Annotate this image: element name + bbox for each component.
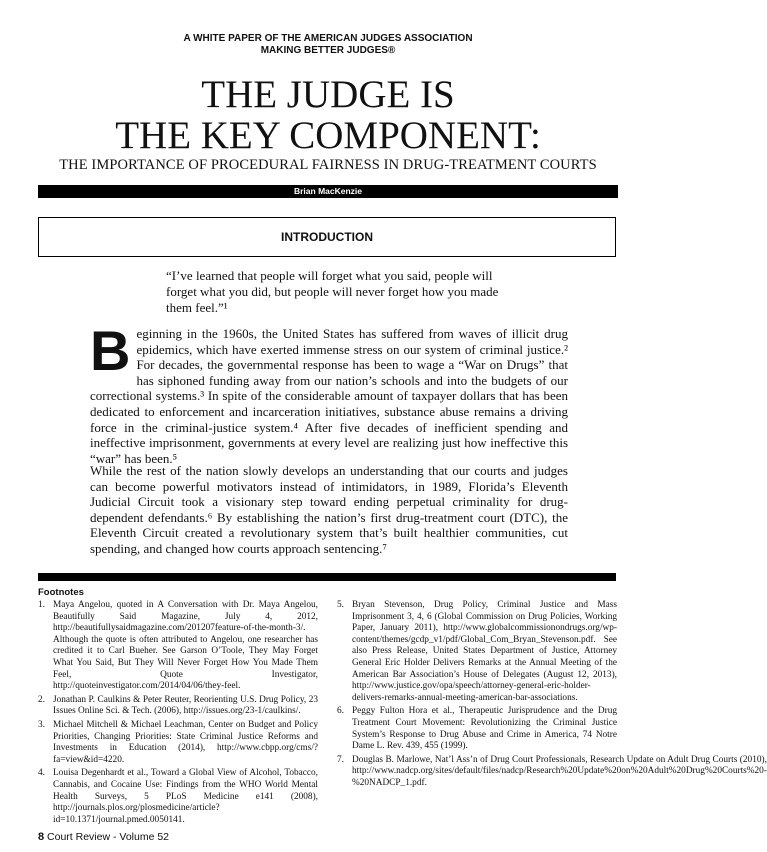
footnote-item <box>337 600 617 704</box>
footnote-text: Jonathan P. Caulkins & Peter Reuter, Reorienting U.S. Drug Policy, 23 Issues Online Sci. & Tech. (2006), http://issues.org/23-1/caulkins/. <box>53 694 318 717</box>
footnote-number: 1. <box>38 600 45 610</box>
footnotes-divider <box>38 573 616 581</box>
footnote-text: Bryan Stevenson, Drug Policy, Criminal Justice and Mass Imprisonment 3, 4, 6 (Global Commission on Drug Policies, Working Paper, January 2011), http://www.globalcommissionondrugs.org/wp-content/themes/gcdp_v1/pdf/Global_Com_Bryan_Stevenson.pdf. See also Press Release, United States Department of Justice, Attorney General Eric Holder Delivers Remarks at the Annual Meeting of the American Bar Association’s House of Delegates (August 12, 2013), http://www.justice.gov/opa/speech/attorney-general-eric-holder-delivers-remarks-annual-meeting-american-bar-associations. <box>352 600 617 703</box>
footnote-text: Michael Mitchell & Michael Leachman, Center on Budget and Policy Priorities, Changing Priorities: State Criminal Justice Reforms and Investments in Education (2014), http://www.cbpp.org/cms/?fa=view&id=4220. <box>53 719 318 765</box>
footnote-item <box>38 600 318 693</box>
title-line-2: THE KEY COMPONENT: <box>115 114 541 157</box>
page-number: 8 <box>38 831 45 843</box>
footnote-number: 6. <box>337 706 344 717</box>
footnote-number: 7. <box>337 754 344 765</box>
footnote-number: 2. <box>38 694 45 705</box>
footnote-number: 5. <box>337 600 344 610</box>
footnote-text: Louisa Degenhardt et al., Toward a Global View of Alcohol, Tobacco, Cannabis, and Cocaine Use: Findings from the WHO World Mental Health Surveys, 5 PLoS Medicine e141 (2008), http://journals.plos.org/plosmedicine/article?id=10.1371/journal.pmed.0050141. <box>53 768 318 825</box>
drop-cap: B <box>90 319 131 382</box>
author-bar <box>38 185 618 198</box>
publication-name: Court Review - Volume 52 <box>47 831 170 843</box>
footnote-number: 4. <box>38 768 45 779</box>
author-name: Brian MacKenzie <box>293 186 363 196</box>
page-footer <box>38 831 169 843</box>
footnotes-title: Footnotes <box>38 587 84 598</box>
subtitle: THE IMPORTANCE OF PROCEDURAL FAIRNESS IN DRUG-TREATMENT COURTS <box>59 157 597 173</box>
footnote-text: Maya Angelou, quoted in A Conversation with Dr. Maya Angelou, Beautifully Said Magazine, July 4, 2012, http://beautifullysaidmagazine.com/201207feature-of-the-month-3/. Although the quote is often attributed to Angelou, one researcher has credited it to Carl Bueher. See Garson O’Toole, They May Forget What You Said, But They Will Never Forget How You Made Them Feel, Quote Investigator, http://quoteinvestigator.com/2014/04/06/they-feel. <box>53 600 318 692</box>
section-heading: INTRODUCTION <box>281 230 373 244</box>
header-line-1: A WHITE PAPER OF THE AMERICAN JUDGES ASSOCIATION <box>183 33 473 44</box>
epigraph: “I’ve learned that people will forget what you said, people will forget what you did, but people will never forget how you made them feel.”¹ <box>166 268 499 315</box>
footnote-number: 3. <box>38 719 45 730</box>
section-heading-box <box>38 217 616 257</box>
paragraph-1 <box>90 319 568 466</box>
footnote-item <box>38 768 318 826</box>
footnote-item <box>38 720 318 766</box>
footnote-item <box>337 754 767 790</box>
paragraph-1-text: eginning in the 1960s, the United States has suffered from waves of illicit drug epidemics, which have exerted immense stress on our system of criminal justice.² For decades, the governmental response has been to wage a “War on Drugs” that has siphoned funding away from our nation’s schools and into the budgets of our correctional systems.³ In spite of the considerable amount of taxpayer dollars that has been dedicated to enforcement and incarceration initiatives, substance abuse remains a driving force in the criminal-justice system.⁴ After five decades of inefficient spending and ineffective imprisonment, governments at every level are realizing just how ineffective this “war” has been.⁵ <box>90 326 568 466</box>
title-line-1: THE JUDGE IS <box>201 73 455 116</box>
footnote-item <box>337 706 617 752</box>
footnote-item <box>38 695 318 718</box>
footnotes-right-column <box>337 600 767 792</box>
footnote-text: Peggy Fulton Hora et al., Therapeutic Jurisprudence and the Drug Treatment Court Movement: Revolutionizing the Criminal Justice System’s Response to Drug Abuse and Crime in America, 74 Notre Dame L. Rev. 439, 455 (1999). <box>352 706 617 752</box>
paragraph-2: While the rest of the nation slowly develops an understanding that our courts and judges can become powerful motivators instead of intimidators, in 1989, Florida’s Eleventh Judicial Circuit took a visionary step toward ending perpetual criminality for drug-dependent defendants.⁶ By establishing the nation’s first drug-treatment court (DTC), the Eleventh Circuit created a revolutionary system that’s built healthier communities, cut spending, and changed how courts approach sentencing.⁷ <box>90 463 568 556</box>
footnotes-left-column <box>38 600 318 828</box>
footnote-text: Douglas B. Marlowe, Nat’l Ass’n of Drug Court Professionals, Research Update on Adult Drug Courts (2010), http://www.nadcp.org/sites/default/files/nadcp/Research%20Update%20on%20Adult%20Drug%20Courts%20-%20NADCP_1.pdf. <box>352 754 767 788</box>
header-line-2: MAKING BETTER JUDGES® <box>260 45 396 56</box>
